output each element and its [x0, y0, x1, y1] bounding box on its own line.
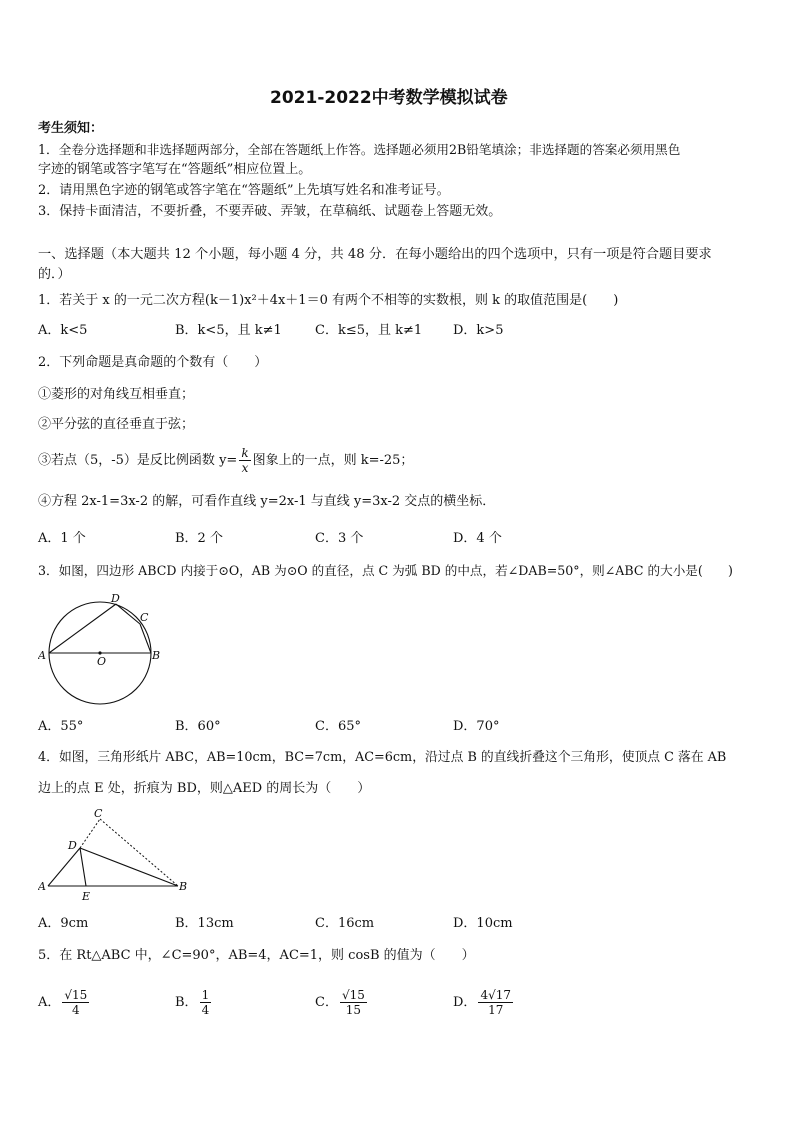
q4-label-a: A [38, 880, 46, 893]
fraction-numerator: 1 [201, 988, 210, 1002]
q4-stem-line2: 边上的点 E 处，折痕为 BD，则△AED 的周长为（ ） [38, 781, 371, 796]
q3-option-c: C．65° [315, 719, 361, 734]
q4-label-c: C [94, 807, 103, 820]
fraction-denominator: 4 [201, 1003, 210, 1017]
fraction [340, 988, 367, 1017]
q3-circle-figure [38, 590, 163, 705]
q5-stem: 5．在 Rt△ABC 中，∠C=90°，AB=4，AC=1，则 cosB 的值为（ ） [38, 948, 475, 963]
notice-heading: 考生须知： [38, 121, 104, 136]
option-label: D． [453, 995, 477, 1010]
q1-option-d: D．k>5 [453, 323, 504, 338]
q3-label-b: B [152, 649, 161, 662]
fraction-numerator: √15 [64, 988, 88, 1002]
fraction-denominator: 4 [72, 1003, 80, 1017]
option-label: B． [175, 995, 198, 1010]
fraction [200, 988, 212, 1017]
q5-option-c [315, 984, 369, 1022]
q2-stem: 2．下列命题是真命题的个数有（ ） [38, 355, 268, 370]
q3-label-o: O [97, 655, 107, 668]
q4-label-d: D [68, 839, 77, 852]
q4-triangle-figure [38, 806, 188, 902]
fraction-numerator: k [241, 446, 249, 460]
q4-label-b: B [179, 880, 188, 893]
fraction-denominator: x [241, 461, 249, 475]
q4-option-d: D．10cm [453, 916, 513, 931]
q3-label-c: C [140, 611, 149, 624]
q2-statement-4: ④方程 2x-1=3x-2 的解，可看作直线 y=2x-1 与直线 y=3x-2 交点的横坐标． [38, 494, 496, 509]
notice-item: 字迹的钢笔或答字笔写在“答题纸”相应位置上。 [38, 162, 312, 177]
q4-label-e: E [82, 890, 91, 902]
q4-option-c: C．16cm [315, 916, 375, 931]
q5-option-a [38, 984, 91, 1022]
q2-option-b: B．2 个 [175, 531, 223, 546]
q4-option-b: B．13cm [175, 916, 234, 931]
q2-statement-1: ①菱形的对角线互相垂直； [38, 387, 195, 402]
fraction [62, 988, 89, 1017]
notice-item: 2．请用黑色字迹的钢笔或答字笔在“答题纸”上先填写姓名和准考证号。 [38, 183, 450, 198]
q1-stem: 1．若关于 x 的一元二次方程(k－1)x²＋4x＋1＝0 有两个不相等的实数根，则 k 的取值范围是( ) [38, 293, 619, 308]
q2-option-a: A．1 个 [38, 531, 86, 546]
q3-option-b: B．60° [175, 719, 221, 734]
q4-option-a: A．9cm [38, 916, 89, 931]
q3-stem: 3．如图，四边形 ABCD 内接于⊙O，AB 为⊙O 的直径，点 C 为弧 BD 的中点，若∠DAB=50°，则∠ABC 的大小是( ) [38, 563, 733, 578]
q4-stem-line1: 4．如图，三角形纸片 ABC，AB=10cm，BC=7cm，AC=6cm，沿过点 B 的直线折叠这个三角形，使顶点 C 落在 AB [38, 750, 727, 765]
q1-option-c: C．k≤5，且 k≠1 [315, 323, 423, 338]
q5-option-b [175, 984, 213, 1022]
q2-s3-pre: ③若点（5，-5）是反比例函数 y= [38, 453, 238, 468]
q5-option-d [453, 984, 515, 1022]
q1-option-b: B．k<5，且 k≠1 [175, 323, 282, 338]
q1-option-a: A．k<5 [38, 323, 88, 338]
q3-label-a: A [38, 649, 46, 662]
fraction-numerator: 4√17 [480, 988, 511, 1002]
q2-statement-2: ②平分弦的直径垂直于弦； [38, 417, 195, 432]
q2-option-d: D．4 个 [453, 531, 502, 546]
section-heading-cont: 的．） [38, 267, 71, 282]
section-heading: 一、选择题（本大题共 12 个小题，每小题 4 分，共 48 分．在每小题给出的四个选项中，只有一项是符合题目要求 [38, 247, 712, 262]
option-label: C． [315, 995, 338, 1010]
option-label: A． [38, 995, 61, 1010]
q2-statement-3 [38, 446, 413, 475]
fraction-k-over-x [239, 446, 250, 475]
q2-option-c: C．3 个 [315, 531, 364, 546]
q3-label-d: D [111, 592, 120, 605]
notice-item: 1．全卷分选择题和非选择题两部分，全部在答题纸上作答。选择题必须用2B铅笔填涂；非选择题的答案必须用黑色 [38, 142, 681, 157]
fraction-denominator: 17 [488, 1003, 504, 1017]
fraction [478, 988, 513, 1017]
notice-item: 3．保持卡面清洁，不要折叠，不要弄破、弄皱，在草稿纸、试题卷上答题无效。 [38, 204, 502, 219]
q3-option-a: A．55° [38, 719, 84, 734]
q3-option-d: D．70° [453, 719, 500, 734]
page-title: 2021-2022中考数学模拟试卷 [270, 88, 508, 108]
fraction-denominator: 15 [345, 1003, 362, 1017]
fraction-numerator: √15 [341, 988, 365, 1002]
q2-s3-post: 图象上的一点，则 k=-25； [252, 453, 414, 468]
